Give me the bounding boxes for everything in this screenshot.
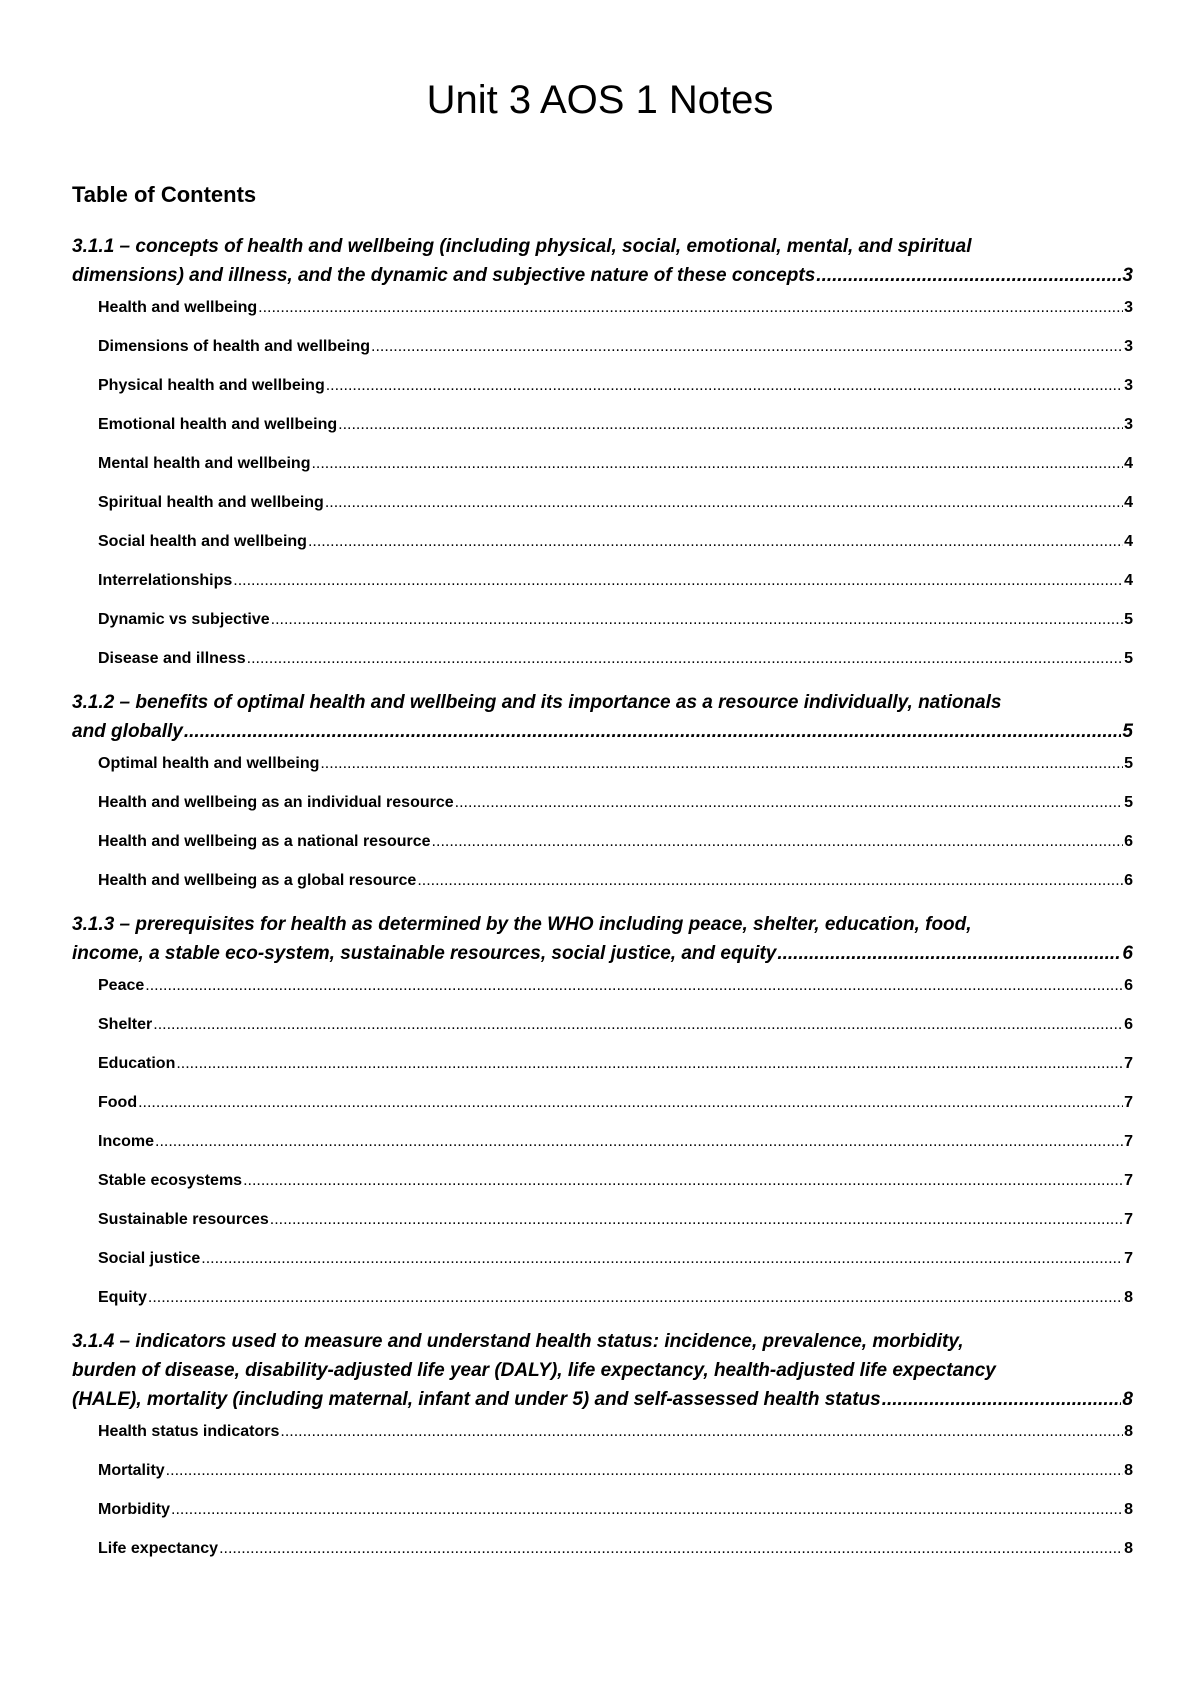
toc-subentry[interactable] [72, 532, 1133, 571]
toc-subentry-label: Dimensions of health and wellbeing [98, 338, 371, 355]
toc-subentry-line [98, 976, 1133, 996]
toc-subentry-line [98, 832, 1133, 852]
dot-leader [247, 649, 1123, 669]
toc-subentry-label: Stable ecosystems [98, 1172, 243, 1189]
dot-leader [432, 832, 1124, 852]
toc-section-title-line: (HALE), mortality (including maternal, infant and under 5) and self-assessed health status [72, 1389, 881, 1410]
toc-page-number: 6 [1122, 943, 1133, 964]
toc-section-final-line [72, 717, 1133, 746]
toc-page-number: 4 [1124, 533, 1133, 550]
toc-subentry[interactable] [72, 298, 1133, 337]
dot-leader [271, 610, 1123, 630]
dot-leader [148, 1288, 1123, 1308]
toc-subentry[interactable] [72, 1054, 1133, 1093]
toc-subentry[interactable] [72, 610, 1133, 649]
dot-leader [308, 532, 1123, 552]
toc-page-number: 8 [1124, 1462, 1133, 1479]
toc-subentry[interactable] [72, 337, 1133, 376]
toc-subentry[interactable] [72, 1093, 1133, 1132]
toc-page-number: 7 [1124, 1055, 1133, 1072]
toc-page-number: 7 [1124, 1094, 1133, 1111]
dot-leader [455, 793, 1123, 813]
toc-page-number: 3 [1124, 416, 1133, 433]
toc-subentry-line [98, 415, 1133, 435]
toc-section-final-line [72, 1385, 1133, 1414]
toc-subentry[interactable] [72, 832, 1133, 871]
toc-page-number: 5 [1124, 650, 1133, 667]
toc-subentry-line [98, 610, 1133, 630]
dot-leader [219, 1539, 1123, 1559]
toc-subentry-label: Interrelationships [98, 572, 233, 589]
toc-page-number: 7 [1124, 1133, 1133, 1150]
toc-subentry[interactable] [72, 1015, 1133, 1054]
toc-subentry-label: Emotional health and wellbeing [98, 416, 338, 433]
toc-section-4[interactable] [72, 1327, 1133, 1414]
toc-page-number: 5 [1124, 794, 1133, 811]
toc-subentry-line [98, 454, 1133, 474]
toc-page-number: 6 [1124, 977, 1133, 994]
toc-subentry-line [98, 1422, 1133, 1442]
toc-subentry[interactable] [72, 376, 1133, 415]
toc-subentry[interactable] [72, 1539, 1133, 1578]
dot-leader [153, 1015, 1123, 1035]
toc-subentry-label: Spiritual health and wellbeing [98, 494, 324, 511]
table-of-contents [72, 232, 1133, 1578]
dot-leader [326, 376, 1123, 396]
toc-subentry-line [98, 1093, 1133, 1113]
dot-leader [138, 1093, 1123, 1113]
toc-page-number: 5 [1122, 721, 1133, 742]
toc-subentry-label: Peace [98, 977, 145, 994]
toc-subentry[interactable] [72, 571, 1133, 610]
toc-subentry-label: Morbidity [98, 1501, 170, 1518]
toc-subentry-line [98, 298, 1133, 318]
toc-subentry-line [98, 1132, 1133, 1152]
toc-subentry-line [98, 1210, 1133, 1230]
toc-subentry-label: Mental health and wellbeing [98, 455, 311, 472]
toc-subentry[interactable] [72, 493, 1133, 532]
dot-leader [145, 976, 1123, 996]
toc-subentry-label: Food [98, 1094, 138, 1111]
toc-page-number: 8 [1124, 1540, 1133, 1557]
toc-subentry[interactable] [72, 793, 1133, 832]
toc-subentry[interactable] [72, 1132, 1133, 1171]
toc-page-number: 8 [1124, 1501, 1133, 1518]
toc-page-number: 4 [1124, 455, 1133, 472]
toc-subentry[interactable] [72, 871, 1133, 910]
toc-page-number: 3 [1124, 377, 1133, 394]
dot-leader [280, 1422, 1123, 1442]
toc-section-title-line: 3.1.2 – benefits of optimal health and wellbeing and its importance as a resource individually, nationals [72, 692, 1002, 713]
dot-leader [184, 717, 1122, 746]
toc-subentry-line [98, 493, 1133, 513]
dot-leader [166, 1461, 1123, 1481]
toc-subentry-line [98, 1054, 1133, 1074]
toc-subentry[interactable] [72, 1249, 1133, 1288]
dot-leader [270, 1210, 1123, 1230]
toc-subentry[interactable] [72, 754, 1133, 793]
toc-subentry-line [98, 1461, 1133, 1481]
toc-subentry-line [98, 1249, 1133, 1269]
dot-leader [325, 493, 1123, 513]
toc-subentry[interactable] [72, 1288, 1133, 1327]
toc-subentry-line [98, 376, 1133, 396]
toc-subentry[interactable] [72, 1210, 1133, 1249]
toc-page-number: 8 [1122, 1389, 1133, 1410]
toc-subentry-line [98, 532, 1133, 552]
toc-subentry[interactable] [72, 976, 1133, 1015]
toc-section-title-line: burden of disease, disability-adjusted life year (DALY), life expectancy, health-adjusted life expectancy [72, 1360, 996, 1381]
toc-subentry-line [98, 1015, 1133, 1035]
dot-leader [233, 571, 1123, 591]
toc-page-number: 7 [1124, 1211, 1133, 1228]
toc-subentry-label: Social justice [98, 1250, 201, 1267]
toc-subentry-line [98, 1539, 1133, 1559]
toc-subentry-label: Life expectancy [98, 1540, 219, 1557]
toc-subentry-line [98, 793, 1133, 813]
toc-subentry-line [98, 1288, 1133, 1308]
dot-leader [816, 261, 1121, 290]
toc-section-2[interactable] [72, 688, 1133, 746]
toc-subentry-label: Health and wellbeing as a national resource [98, 833, 431, 850]
dot-leader [338, 415, 1123, 435]
toc-subentry-line [98, 1500, 1133, 1520]
toc-section-3[interactable] [72, 910, 1133, 968]
toc-subentry-line [98, 337, 1133, 357]
toc-page-number: 6 [1124, 833, 1133, 850]
page-title: Unit 3 AOS 1 Notes [426, 78, 774, 122]
toc-section-final-line [72, 261, 1133, 290]
toc-page-number: 7 [1124, 1250, 1133, 1267]
toc-subentry-label: Dynamic vs subjective [98, 611, 270, 628]
toc-subentry-label: Sustainable resources [98, 1211, 269, 1228]
dot-leader [777, 939, 1121, 968]
toc-subentry[interactable] [72, 1461, 1133, 1500]
dot-leader [155, 1132, 1123, 1152]
dot-leader [201, 1249, 1123, 1269]
toc-page-number: 6 [1124, 1016, 1133, 1033]
toc-section-title-line: and globally [72, 721, 183, 742]
toc-subentry-line [98, 649, 1133, 669]
toc-subentry-label: Optimal health and wellbeing [98, 755, 320, 772]
dot-leader [320, 754, 1123, 774]
toc-section-title-line: 3.1.1 – concepts of health and wellbeing (including physical, social, emotional, mental, and spiritual [72, 236, 972, 257]
toc-subentry-line [98, 871, 1133, 891]
toc-subentry[interactable] [72, 1422, 1133, 1461]
toc-page-number: 5 [1124, 755, 1133, 772]
toc-subentry-label: Social health and wellbeing [98, 533, 307, 550]
toc-page-number: 4 [1124, 572, 1133, 589]
toc-page-number: 8 [1124, 1289, 1133, 1306]
toc-section-title-line: income, a stable eco-system, sustainable resources, social justice, and equity [72, 943, 777, 964]
toc-subentry[interactable] [72, 1500, 1133, 1539]
toc-section-1[interactable] [72, 232, 1133, 290]
toc-heading: Table of Contents [72, 182, 257, 207]
dot-leader [417, 871, 1123, 891]
toc-subentry[interactable] [72, 454, 1133, 493]
dot-leader [176, 1054, 1123, 1074]
toc-subentry-label: Mortality [98, 1462, 165, 1479]
toc-section-title-line: dimensions) and illness, and the dynamic and subjective nature of these concepts [72, 265, 816, 286]
toc-subentry[interactable] [72, 415, 1133, 454]
toc-subentry-label: Income [98, 1133, 155, 1150]
toc-subentry-label: Education [98, 1055, 176, 1072]
toc-subentry[interactable] [72, 649, 1133, 688]
toc-section-title-line: 3.1.3 – prerequisites for health as determined by the WHO including peace, shelter, education, food, [72, 914, 972, 935]
toc-subentry-line [98, 1171, 1133, 1191]
toc-page-number: 6 [1124, 872, 1133, 889]
toc-page-number: 7 [1124, 1172, 1133, 1189]
toc-section-final-line [72, 939, 1133, 968]
toc-subentry-label: Health and wellbeing as an individual resource [98, 794, 454, 811]
toc-subentry-label: Shelter [98, 1016, 153, 1033]
dot-leader [371, 337, 1123, 357]
toc-subentry-line [98, 571, 1133, 591]
dot-leader [171, 1500, 1123, 1520]
toc-subentry-label: Health status indicators [98, 1423, 280, 1440]
toc-subentry-label: Physical health and wellbeing [98, 377, 325, 394]
toc-page-number: 4 [1124, 494, 1133, 511]
toc-subentry-label: Equity [98, 1289, 147, 1306]
toc-page-number: 3 [1122, 265, 1133, 286]
dot-leader [258, 298, 1123, 318]
toc-page-number: 3 [1124, 338, 1133, 355]
toc-page-number: 5 [1124, 611, 1133, 628]
toc-page-number: 3 [1124, 299, 1133, 316]
toc-subentry-label: Health and wellbeing as a global resource [98, 872, 417, 889]
dot-leader [243, 1171, 1123, 1191]
dot-leader [882, 1385, 1122, 1414]
toc-subentry-label: Disease and illness [98, 650, 246, 667]
toc-subentry[interactable] [72, 1171, 1133, 1210]
toc-subentry-line [98, 754, 1133, 774]
toc-section-title-line: 3.1.4 – indicators used to measure and understand health status: incidence, prevalence, morbidity, [72, 1331, 964, 1352]
dot-leader [311, 454, 1123, 474]
toc-page-number: 8 [1124, 1423, 1133, 1440]
toc-subentry-label: Health and wellbeing [98, 299, 258, 316]
